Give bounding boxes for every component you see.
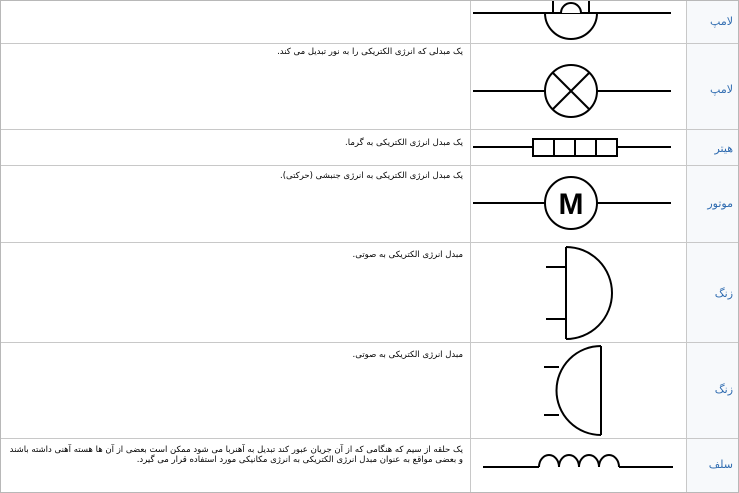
table-row [0, 0, 739, 44]
heater-symbol-icon [471, 130, 687, 165]
component-name: لامپ [710, 15, 733, 28]
component-name: لامپ [710, 83, 733, 96]
description-cell [0, 44, 469, 129]
bell-symbol-icon [471, 343, 687, 438]
lamp-filament-symbol-icon [471, 0, 687, 43]
name-cell [686, 166, 739, 242]
symbol-cell [470, 439, 687, 492]
description-text: یک مبدلی که انرژی الکتریکی را به نور تبدیل می کند. [277, 47, 463, 57]
description-text: یک مبدل انرژی الکتریکی به گرما. [345, 138, 463, 148]
description-cell [0, 166, 469, 242]
description-cell [0, 439, 469, 492]
table-row [0, 439, 739, 492]
name-cell [686, 130, 739, 165]
table-row [0, 243, 739, 343]
name-cell [686, 44, 739, 129]
symbol-cell [470, 44, 687, 129]
description-text: یک حلقه از سیم که هنگامی که از آن جریان عبور کند تبدیل به آهنربا می شود ممکن است بعضی از آن ها هسته آهنی داشته باشند و بعضی مواقع به عنوان مبدل انرژی الکتریکی به انرژی مکانیکی مورد استفاده قرار می گیرد. [9, 445, 463, 465]
table-row [0, 44, 739, 130]
name-cell [686, 0, 739, 43]
component-name: موتور [707, 197, 733, 210]
symbol-cell [470, 130, 687, 165]
component-name: هیتر [714, 142, 733, 155]
description-cell [0, 343, 469, 438]
motor-symbol-icon [471, 166, 687, 242]
component-name: زنگ [714, 287, 733, 300]
table-row [0, 166, 739, 243]
description-text: یک مبدل انرژی الکتریکی به انرژی جنبشی (حرکتی). [280, 171, 463, 181]
description-text: مبدل انرژی الکتریکی به صوتی. [352, 350, 463, 360]
bell-symbol-icon [471, 243, 687, 342]
symbol-cell [470, 343, 687, 438]
symbol-cell [470, 166, 687, 242]
name-cell [686, 243, 739, 342]
lamp-symbol-icon [471, 44, 687, 129]
description-cell [0, 243, 469, 342]
table-row [0, 130, 739, 166]
description-cell [0, 0, 469, 43]
inductor-symbol-icon [471, 439, 687, 492]
component-name: زنگ [714, 383, 733, 396]
table-row [0, 343, 739, 439]
symbol-cell [470, 243, 687, 342]
symbol-cell [470, 0, 687, 43]
name-cell [686, 439, 739, 492]
name-cell [686, 343, 739, 438]
description-cell [0, 130, 469, 165]
component-name: سلف [708, 458, 733, 471]
description-text: مبدل انرژی الکتریکی به صوتی. [352, 250, 463, 260]
motor-letter: M [558, 188, 584, 221]
